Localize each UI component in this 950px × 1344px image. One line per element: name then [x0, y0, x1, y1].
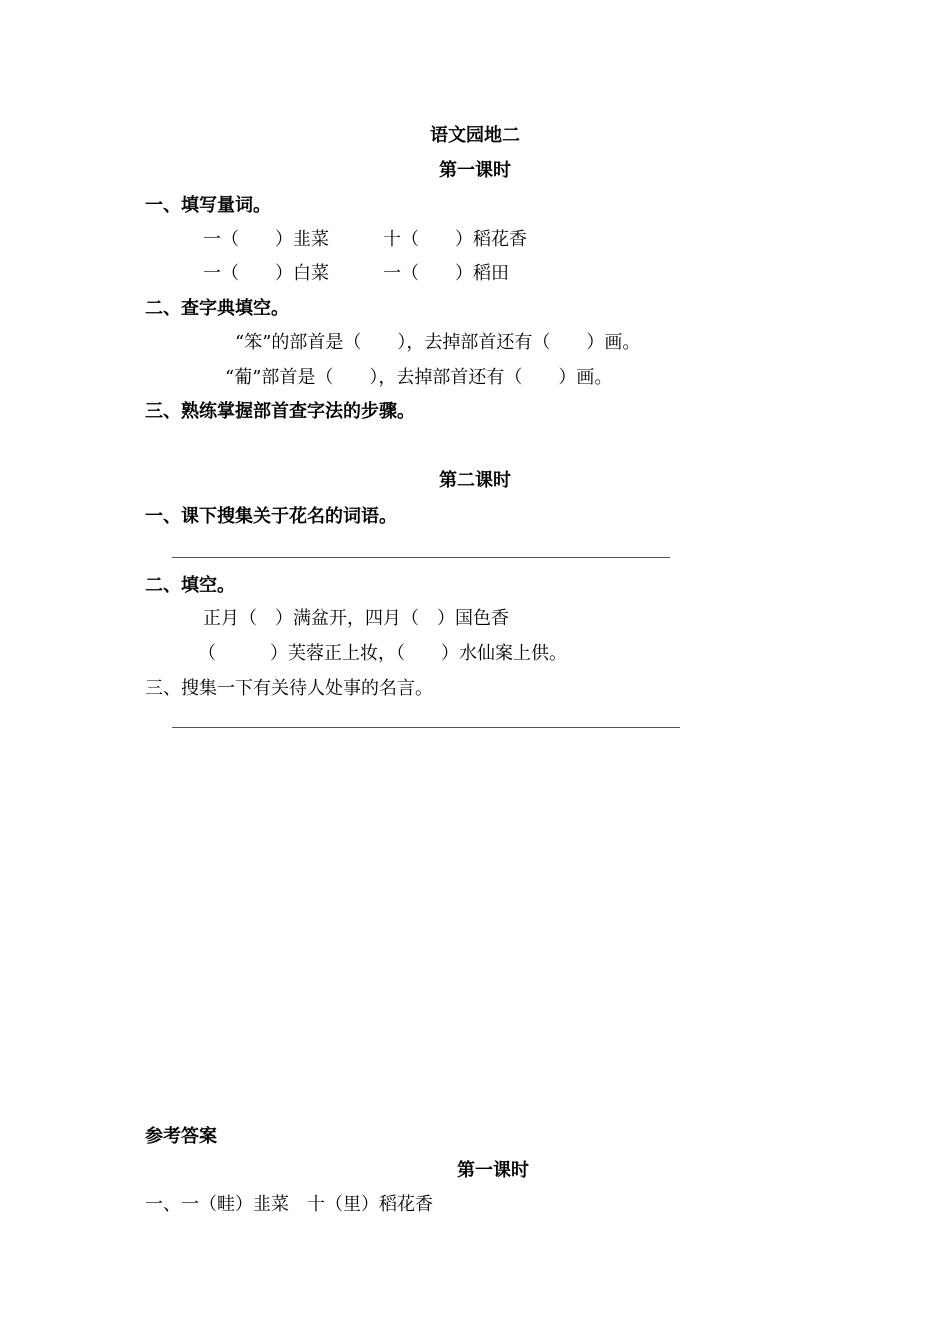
lesson1-q1-label: 一、填写量词。 [145, 195, 271, 216]
lesson1-q3-label: 三、熟练掌握部首查字法的步骤。 [145, 401, 415, 422]
lesson2-q2-row2: （ ）芙蓉正上妆，（ ）水仙案上供。 [198, 643, 567, 664]
answers-line-1: 一、一（畦）韭菜 十（里）稻花香 [145, 1194, 433, 1215]
lesson1-q2-row2: “葡”部首是（ ），去掉部首还有（ ）画。 [225, 367, 613, 388]
answer-line-1 [172, 557, 670, 558]
answers-lesson1-heading: 第一课时 [457, 1160, 529, 1181]
answers-heading: 参考答案 [145, 1126, 217, 1147]
lesson1-heading: 第一课时 [439, 160, 511, 181]
lesson2-heading: 第二课时 [439, 470, 511, 491]
lesson2-q1-label: 一、课下搜集关于花名的词语。 [145, 506, 397, 527]
lesson2-q3-label: 三、搜集一下有关待人处事的名言。 [145, 678, 433, 699]
answer-line-2 [172, 727, 680, 728]
lesson1-q1-row1: 一（ ）韭菜 十（ ）稻花香 [203, 229, 527, 250]
lesson2-q2-row1: 正月（ ）满盆开，四月（ ）国色香 [203, 608, 509, 629]
lesson2-q2-label: 二、填空。 [145, 575, 235, 596]
page-title: 语文园地二 [430, 125, 520, 146]
lesson1-q2-label: 二、查字典填空。 [145, 298, 289, 319]
lesson1-q1-row2: 一（ ）白菜 一（ ）稻田 [203, 263, 509, 284]
lesson1-q2-row1: “笨”的部首是（ ），去掉部首还有（ ）画。 [235, 332, 641, 353]
